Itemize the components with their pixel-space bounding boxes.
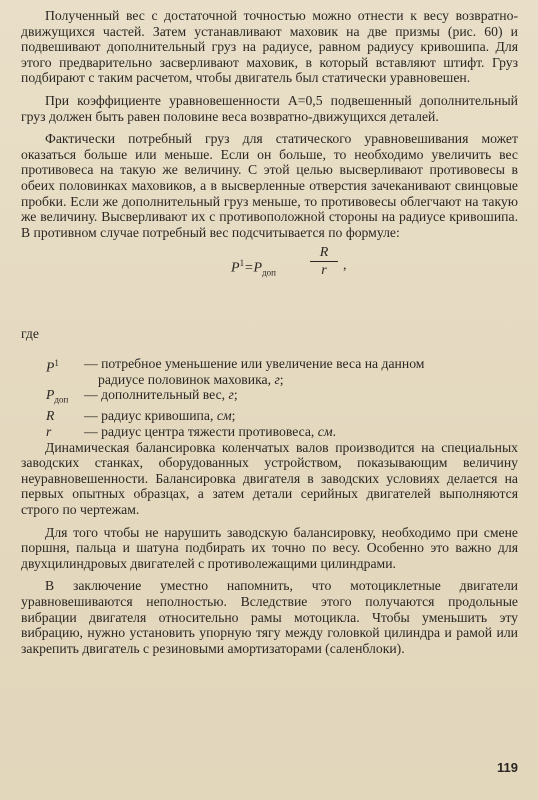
definition-item: $P^1$ — потребное уменьшение или увеличение веса на данном радиусе половинок маховика, г; [46, 355, 425, 387]
where-label: где [21, 326, 39, 342]
paragraph-6: В заключение уместно напомнить, что мотоциклетные двигатели уравновешиваются неполностью. Вследствие этого получаются продольные вибрации двигателя относительно рамы мотоцикла. Чтобы уменьшить эту вибрацию, нужно установить упорную тягу между головкой цилиндра и рамой или закрепить двигатель с резиновыми амортизаторами (саленблоки). [21, 578, 518, 656]
formula-denominator: r [321, 263, 327, 279]
definition-item: $P_{доп}$ — дополнительный вес, г; [46, 387, 518, 408]
formula-fraction [310, 244, 338, 279]
definitions-list [46, 356, 518, 440]
definition-item: r — радиус центра тяжести противовеса, см. [46, 424, 337, 440]
paragraph-3: Фактически потребный груз для статического уравновешивания может оказаться больше или меньше. Если он больше, то необходимо увеличить вес противовеса на такую же величину. С этой целью высверливают противовесы в обеих половинках маховиков, а в высверленные отверстия зачеканивают свинцовые пробки. Если же дополнительный груз меньше, то противовесы облегчают на такую же величину. Высверливают их с противоположной стороны на радиусе кривошипа. В противном случае потребный вес подсчитывается по формуле: [21, 131, 518, 240]
definition-symbol: r [46, 424, 52, 440]
paragraph-4: Динамическая балансировка коленчатых валов производится на специальных заводских станках, оборудованных устройством, показывающим величину неуравновешенности. Балансировка двигателя в заводских условиях делается на первых опытных образцах, а затем детали серийных двигателей выполняются строго по чертежам. [21, 439, 518, 517]
page-number: 119 [497, 760, 518, 775]
formula-comma: , [343, 258, 347, 274]
formula-numerator: R [310, 244, 338, 262]
definition-symbol: R [46, 408, 55, 424]
paragraph-5: Для того чтобы не нарушить заводскую балансировку, необходимо при смене поршня, пальца и шатуна подбирать их точно по весу. Особенно это важно для двухцилиндровых двигателей с противолежащими цилиндрами. [21, 524, 518, 571]
paragraph-2: При коэффициенте уравновешенности А=0,5 подвешенный дополнительный груз должен быть равен половине веса возвратно-движущихся деталей. [21, 92, 518, 124]
balance-formula [21, 240, 518, 300]
paragraph-1: Полученный вес с достаточной точностью можно отнести к весу возвратно-движущихся частей. Затем устанавливают маховик на две призмы (рис. 60) и подвешивают дополнительный груз на радиусе, равном радиусу кривошипа. Для этого предварительно засверливают маховик, в который вставляют штифт. Груз подбирают с таким расчетом, чтобы двигатель был статически уравновешен. [21, 8, 518, 86]
definition-symbol: $P^1$ [46, 357, 59, 375]
definition-item: R — радиус кривошипа, см; [46, 408, 236, 424]
definition-symbol: $P_{доп}$ [46, 387, 69, 405]
formula-lhs: $P^1=P_{доп}$ [231, 258, 276, 278]
